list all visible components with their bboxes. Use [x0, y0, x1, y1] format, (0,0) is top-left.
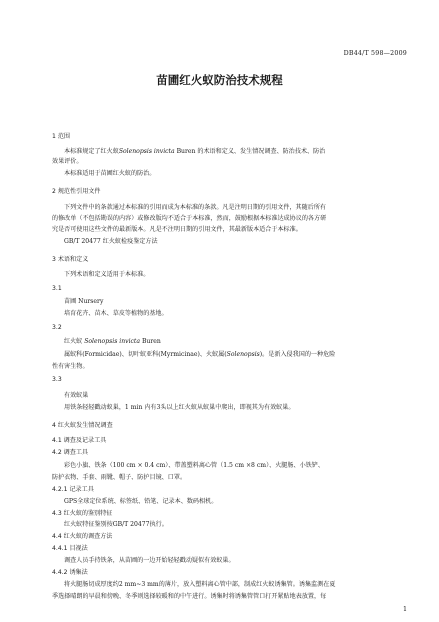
- subsection-heading: 4.2 调查工具: [52, 449, 89, 456]
- paragraph-line: 究是否可使用这些文件的最新版本。凡是不注明日期的引用文件，其最新版本适合于本标准。: [52, 226, 302, 233]
- term-number: 3.1: [52, 285, 62, 292]
- term-definition: 用铁条轻轻戳动蚁巢，1 min 内有3头以上红火蚁从蚁巢中爬出，即视其为有效蚁巢。: [64, 404, 295, 411]
- term-name: 苗圃 Nursery: [64, 298, 104, 305]
- reference-line: GB/T 20477 红火蚁检疫鉴定方法: [64, 238, 158, 245]
- term-definition: 属蚁科(Formicidae)、切叶蚁亚科(Myrmicinae)、火蚁属(Solenopsis)。是新入侵我国的一种危险: [64, 351, 336, 358]
- paragraph-line: 效果评价。: [52, 158, 83, 165]
- subsection-heading: 4.2.1 记录工具: [52, 486, 94, 493]
- page-number: 1: [402, 606, 407, 613]
- section-heading: 1 范围: [52, 133, 71, 140]
- paragraph-line: 调查人员手持铁条，从苗圃的一边开始轻轻戳动疑似有效蚁巢。: [64, 557, 235, 564]
- paragraph-line: 的修改单（不包括勘误的内容）或修改版均不适合于本标准，然而，鼓励根据本标准达成协议的各方研: [52, 215, 327, 222]
- term-name: 红火蚁 Solenopsis invicta Buren: [64, 338, 161, 345]
- paragraph-line: 下列文件中的条款通过本标准的引用而成为本标准的条款。凡是注明日期的引用文件，其随后所有: [64, 204, 327, 211]
- term-name: 有效蚁巢: [64, 392, 89, 399]
- paragraph-line: 将火腿肠切成厚度约2 mm~3 mm的薄片，放入塑料离心管中部，制成红火蚁诱集管。诱集监测在夏: [64, 581, 336, 588]
- paragraph-line: GPS全球定位系统、标签纸、铅笔、记录本、数码相机。: [64, 498, 218, 505]
- document-title: 苗圃红火蚁防治技术规程: [156, 73, 283, 87]
- term-number: 3.2: [52, 324, 62, 331]
- term-definition: 培育花卉、苗木、草皮等植物的基地。: [64, 310, 168, 317]
- subsection-heading: 4.3 红火蚁的鉴别特征: [52, 510, 113, 517]
- paragraph-line: 本标准规定了红火蚁Solenopsis invicta Buren 的术语和定义、发生情况调查、防治技术、防治: [64, 148, 326, 155]
- section-heading: 4 红火蚁发生情况调查: [52, 422, 113, 429]
- term-definition: 性有害生物。: [52, 363, 89, 370]
- paragraph-line: 季选择晴朗的早晨和傍晚、冬季则选择较暖和的中午进行。诱集时将诱集管管口打开紧贴地表放置，每: [52, 593, 327, 600]
- subsection-heading: 4.1 调查及记录工具: [52, 437, 107, 444]
- paragraph-line: 彩色小旗、铁条（100 cm × 0.4 cm）、带盖塑料离心管（1.5 cm ×8 cm）、火腿肠、小铁铲、: [64, 462, 324, 469]
- paragraph-line: 下列术语和定义适用于本标准。: [64, 271, 150, 278]
- subsection-heading: 4.4.2 诱集法: [52, 569, 88, 576]
- paragraph-line: 防护衣物、手套、雨靴、帽子、防护目镜、口罩。: [52, 474, 187, 481]
- paragraph-line: 红火蚁特征鉴别按GB/T 20477执行。: [64, 521, 168, 528]
- term-number: 3.3: [52, 376, 62, 383]
- standard-code: DB44/T 598—2009: [343, 50, 407, 57]
- section-heading: 2 规范性引用文件: [52, 188, 101, 195]
- paragraph-line: 本标准适用于苗圃红火蚁的防治。: [64, 170, 156, 177]
- section-heading: 3 术语和定义: [52, 256, 89, 263]
- subsection-heading: 4.4 红火蚁的调查方法: [52, 533, 113, 540]
- subsection-heading: 4.4.1 目视法: [52, 545, 88, 552]
